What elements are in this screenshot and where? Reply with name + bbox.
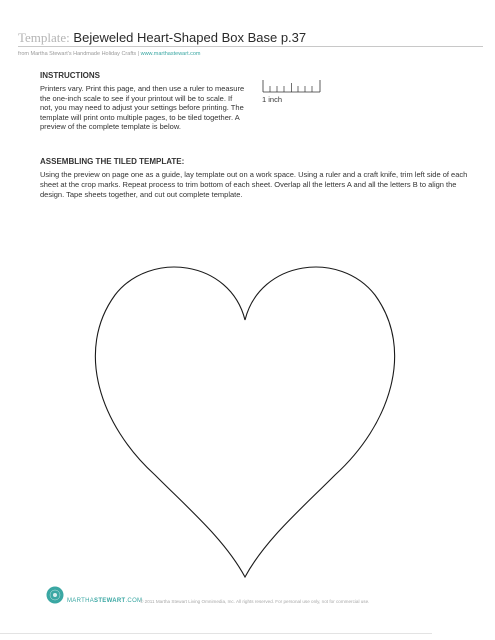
martha-stewart-logo (46, 586, 64, 604)
header-divider (18, 46, 483, 47)
heart-template-outline (80, 260, 410, 580)
website-link[interactable]: www.marthastewart.com (140, 51, 201, 57)
copyright-text: © 2011 Martha Stewart Living Omnimedia, Inc. All rights reserved. For personal use only, not for commercial use. (140, 599, 370, 604)
assembling-heading: ASSEMBLING THE TILED TEMPLATE: (40, 157, 185, 166)
brand-part-2: STEWART (94, 598, 126, 604)
title-prefix: Template: (18, 30, 70, 45)
source-text: from Martha Stewart's Handmade Holiday Crafts | (18, 51, 141, 57)
footer-divider (0, 633, 432, 634)
page-title (18, 30, 306, 46)
one-inch-scale-ruler (262, 78, 324, 94)
assembling-text: Using the preview on page one as a guide, lay template out on a work space. Using a ruler and a craft knife, trim left side of each sheet at the crop marks. Repeat process to trim bottom of each sheet. Overlap all the letters A and all the letters B to align the design. Tape sheets together, and cut out complete template. (40, 170, 468, 199)
template-name: Bejeweled Heart-Shaped Box Base p.37 (73, 30, 307, 45)
footer-brand (67, 598, 142, 604)
brand-part-3: .COM (125, 598, 143, 604)
scale-label: 1 inch (262, 95, 283, 104)
brand-part-1: MARTHA (67, 598, 95, 604)
instructions-heading: INSTRUCTIONS (40, 71, 100, 80)
instructions-text: Printers vary. Print this page, and then use a ruler to measure the one-inch scale to see if your printout will be to scale. If not, you may need to adjust your settings before printing. The template will print onto multiple pages, to be tiled together. A preview of the complete template is below. (40, 84, 245, 132)
source-line (18, 51, 201, 57)
